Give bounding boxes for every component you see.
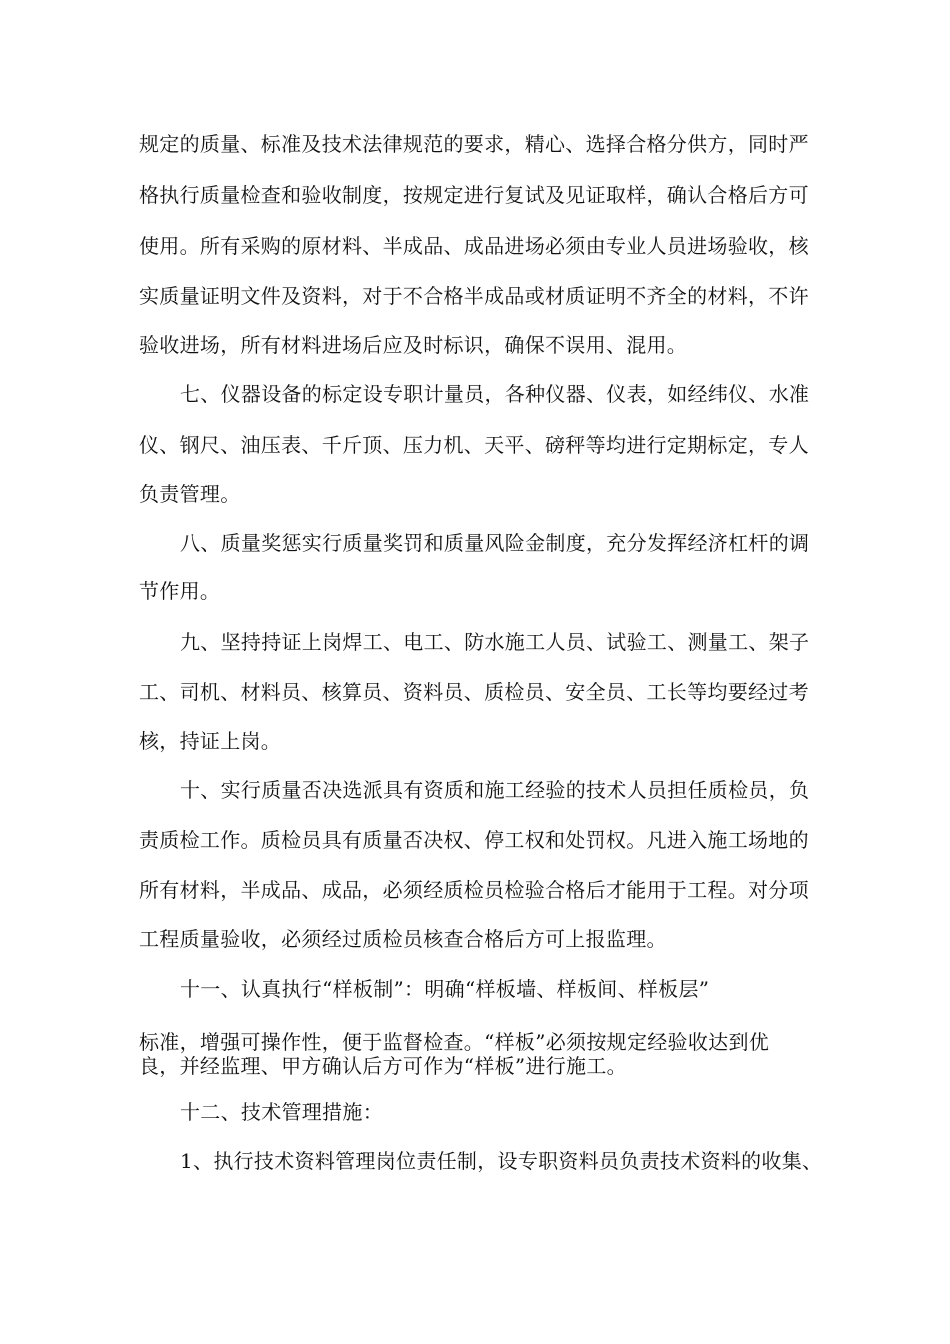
paragraph-start-line: 七、仪器设备的标定设专职计量员，各种仪器、仪表，如经纬仪、水准 bbox=[180, 382, 810, 406]
text-line: 格执行质量检查和验收制度，按规定进行复试及见证取样，确认合格后方可 bbox=[139, 183, 809, 207]
text-line: 规定的质量、标准及技术法律规范的要求，精心、选择合格分供方，同时严 bbox=[139, 132, 809, 156]
text-line: 工程质量验收，必须经过质检员核查合格后方可上报监理。 bbox=[139, 927, 667, 951]
paragraph-start-line: 九、坚持持证上岗焊工、电工、防水施工人员、试验工、测量工、架子 bbox=[180, 630, 810, 654]
text-line: 负责管理。 bbox=[139, 482, 241, 506]
text-line: 实质量证明文件及资料，对于不合格半成品或材质证明不齐全的材料，不许 bbox=[139, 284, 809, 308]
paragraph-start-line: 十二、技术管理措施： bbox=[180, 1100, 383, 1124]
paragraph-start-line: 十一、认真执行“样板制”：明确“样板墙、样板间、样板层” bbox=[180, 977, 710, 1001]
paragraph-start-line: 十、实行质量否决选派具有资质和施工经验的技术人员担任质检员，负 bbox=[180, 778, 810, 802]
text-line: 核，持证上岗。 bbox=[139, 729, 282, 753]
text-line: 仪、钢尺、油压表、千斤顶、压力机、天平、磅秤等均进行定期标定，专人 bbox=[139, 433, 809, 457]
text-line: 验收进场，所有材料进场后应及时标识，确保不误用、混用。 bbox=[139, 333, 688, 357]
text-line: 工、司机、材料员、核算员、资料员、质检员、安全员、工长等均要经过考 bbox=[139, 680, 809, 704]
text-line: 良，并经监理、甲方确认后方可作为“样板”进行施工。 bbox=[139, 1054, 627, 1078]
text-line: 责质检工作。质检员具有质量否决权、停工权和处罚权。凡进入施工场地的 bbox=[139, 828, 809, 852]
text-line: 所有材料，半成品、成品，必须经质检员检验合格后才能用于工程。对分项 bbox=[139, 878, 809, 902]
text-line: 标准，增强可操作性，便于监督检查。“样板”必须按规定经验收达到优 bbox=[139, 1030, 770, 1054]
text-line: 节作用。 bbox=[139, 579, 221, 603]
text-line: 使用。所有采购的原材料、半成品、成品进场必须由专业人员进场验收，核 bbox=[139, 234, 809, 258]
paragraph-start-line: 八、质量奖惩实行质量奖罚和质量风险金制度，充分发挥经济杠杆的调 bbox=[180, 531, 810, 555]
paragraph-start-line: 1、执行技术资料管理岗位责任制，设专职资料员负责技术资料的收集、 bbox=[180, 1149, 823, 1173]
